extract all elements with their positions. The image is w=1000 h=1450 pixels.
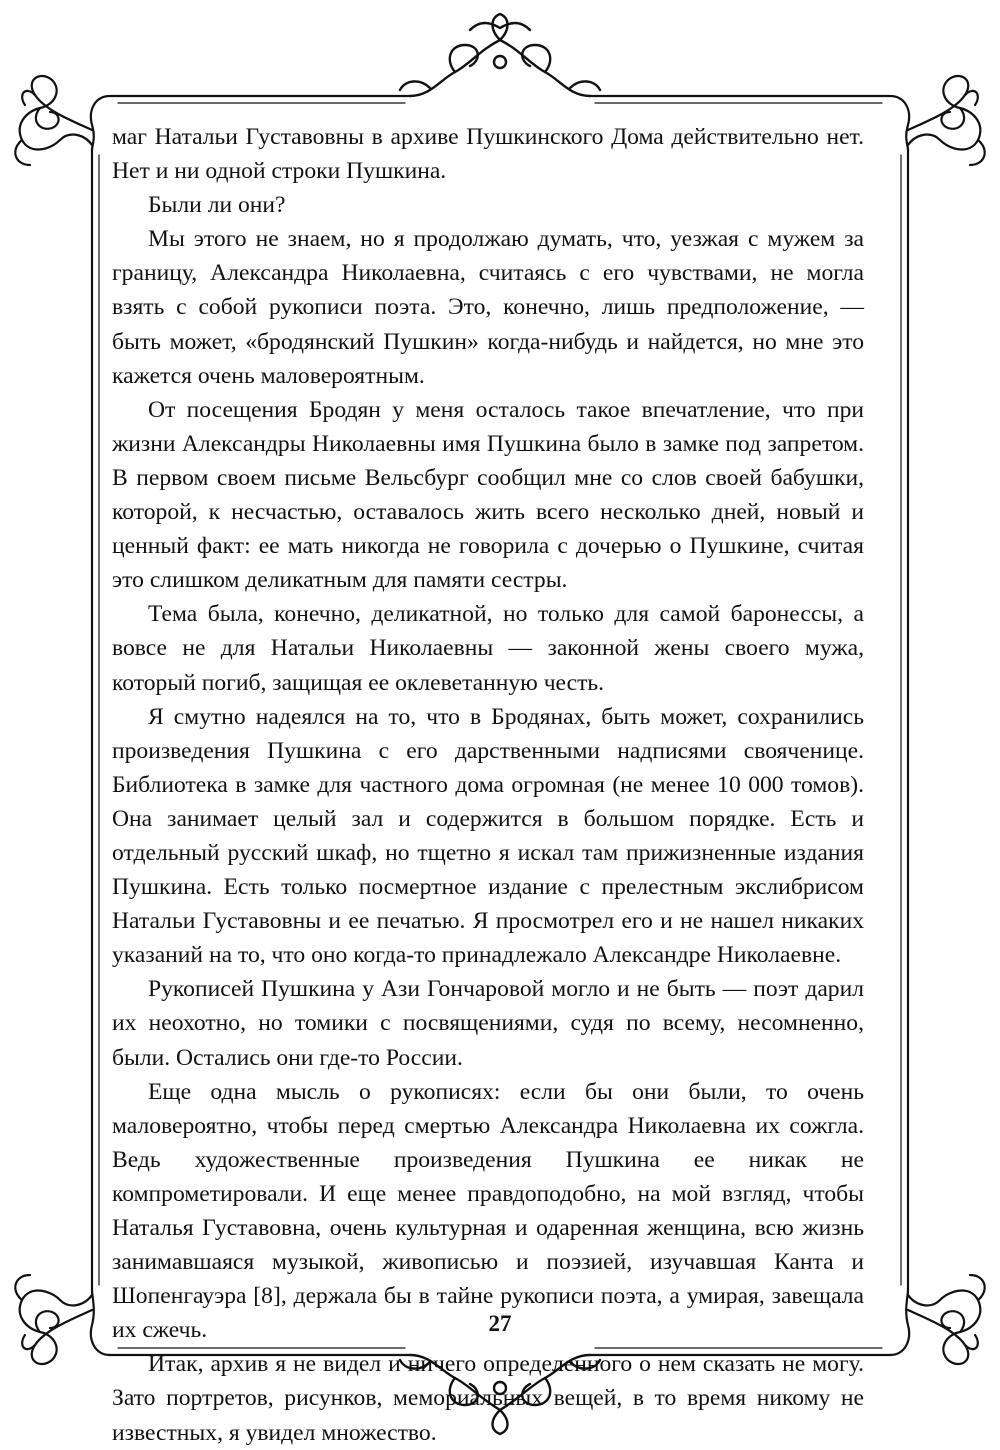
page-number: 27 (488, 1311, 512, 1336)
paragraph: Мы этого не знаем, но я продолжаю думать, что, уезжая с мужем за границу, Александра Николаевна, считаясь с его чувствами, не могла взять с собой рукописи поэта. Это, конечно, лишь предположение, — быть может, «бродянский Пушкин» когда-нибудь и найдется, но мне это кажется очень маловероятным. (112, 226, 864, 389)
paragraph: Итак, архив я не видел и ничего определенного о нем сказать не могу. Зато портретов, рисунков, мемориальных вещей, в то время никому не известных, я увидел множество. (112, 1351, 864, 1446)
paragraph: Рукописей Пушкина у Ази Гончаровой могло и не быть — поэт дарил их неохотно, но томики с посвящениями, судя по всему, несомненно, были. Остались они где-то России. (112, 976, 864, 1071)
paragraph: Я смутно надеялся на то, что в Бродянах, быть может, сохранились произведения Пушкина с его дарственными надписями свояченице. Библиотека в замке для частного дома огромная (не менее 10 000 томов). Она занимает целый зал и содержится в большом порядке. Есть и отдельный русский шкаф, но тщетно я искал там прижизненные издания Пушкина. Есть только посмертное издание с прелестным экслибрисом Натальи Густавовны и ее печатью. Я просмотрел его и не нашел никаких указаний на то, что оно когда-то принадлежало Александре Николаевне. (112, 703, 864, 969)
paragraph: маг Натальи Густавовны в архиве Пушкинского Дома действительно нет. Нет и ни одной строки Пушкина. (112, 124, 864, 185)
paragraph: Были ли они? (148, 192, 286, 219)
paragraph: Еще одна мысль о рукописях: если бы они были, то очень маловероятно, чтобы перед смертью Александра Николаевна их сожгла. Ведь художественные произведения Пушкина ее никак не компрометировали. И еще менее правдоподобно, на мой взгляд, чтобы Наталья Густавовна, очень культурная и одаренная женщина, всю жизнь занимавшаяся музыкой, живописью и поэзией, изучавшая Канта и Шопенгауэра [8], держала бы в тайне рукописи поэта, а умирая, завещала их сжечь. (112, 1078, 864, 1344)
paragraph: Тема была, конечно, деликатной, но только для самой баронессы, а вовсе не для Натальи Николаевны — законной жены своего мужа, который погиб, защищая ее оклеветанную честь. (112, 601, 864, 696)
page-text (112, 120, 864, 1450)
paragraph: От посещения Бродян у меня осталось такое впечатление, что при жизни Александры Николаевны имя Пушкина было в замке под запретом. В первом своем письме Вельсбург сообщил мне со слов своей бабушки, которой, к несчастью, оставалось жить всего несколько дней, новый и ценный факт: ее мать никогда не говорила с дочерью о Пушкине, считая это слишком деликатным для памяти сестры. (112, 396, 864, 594)
